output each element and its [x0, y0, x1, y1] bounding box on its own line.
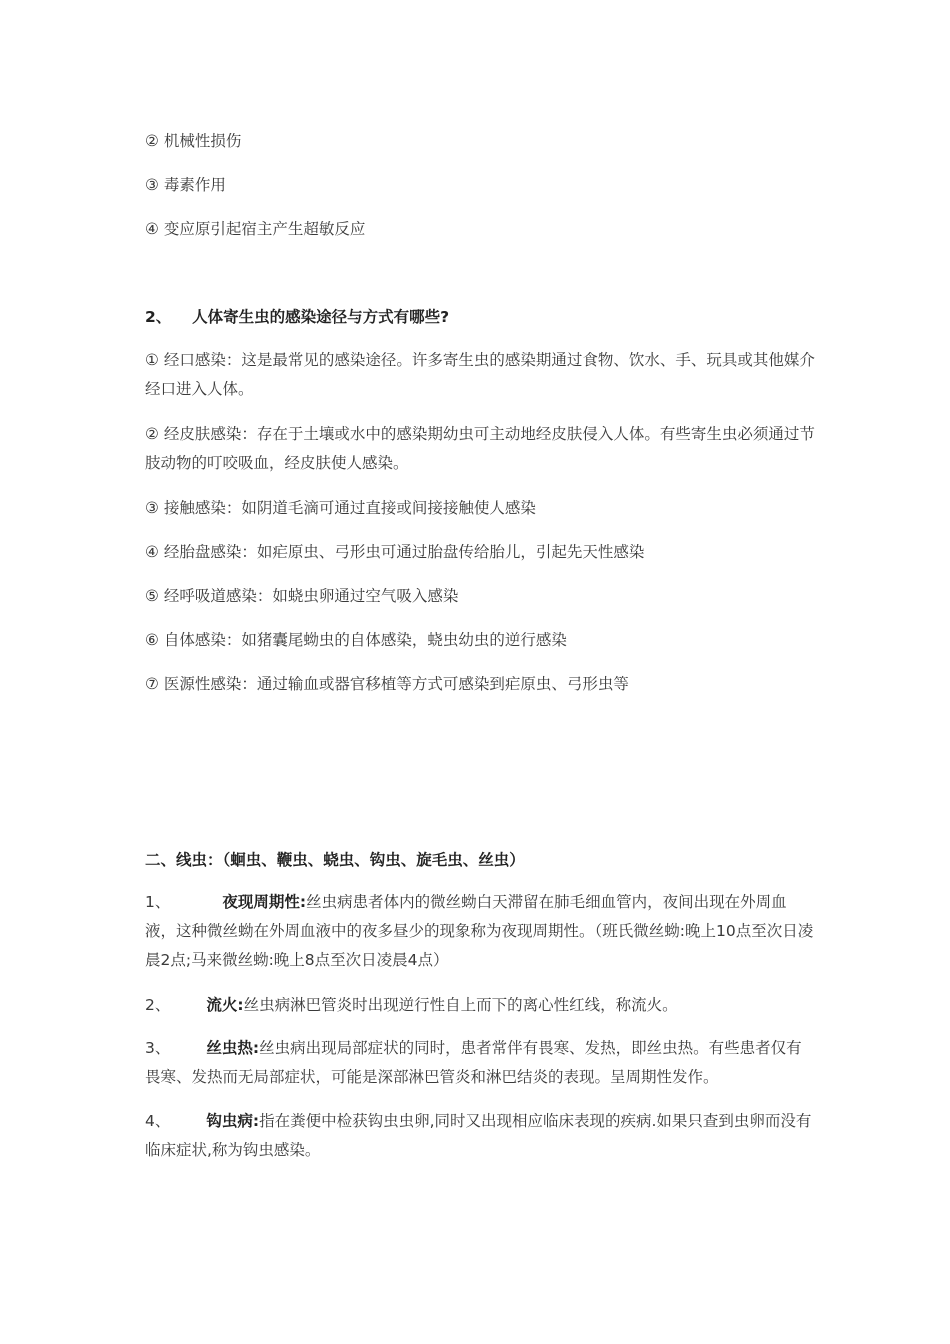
definition-term: 丝虫热: — [206, 1039, 260, 1057]
definition-number: 2、 — [145, 996, 171, 1014]
list-item: ① 经口感染：这是最常见的感染途径。许多寄生虫的感染期通过食物、饮水、手、玩具或其他媒介经口进入人体。 — [145, 351, 815, 398]
definition-term: 流火: — [206, 996, 244, 1014]
list-item: ③ 接触感染：如阴道毛滴可通过直接或间接接触使人感染 — [145, 499, 536, 517]
list-item: ④ 经胎盘感染：如疟原虫、弓形虫可通过胎盘传给胎儿，引起先天性感染 — [145, 543, 645, 561]
definition-text: 丝虫病淋巴管炎时出现逆行性自上而下的离心性红线，称流火。 — [243, 996, 678, 1014]
list-item: ② 经皮肤感染：存在于土壤或水中的感染期幼虫可主动地经皮肤侵入人体。有些寄生虫必须通过节肢动物的叮咬吸血，经皮肤使人感染。 — [145, 425, 815, 472]
definition-number: 4、 — [145, 1112, 171, 1130]
definition-text: 丝虫病出现局部症状的同时，患者常伴有畏寒、发热，即丝虫热。有些患者仅有畏寒、发热而无局部症状，可能是深部淋巴管炎和淋巴结炎的表现。呈周期性发作。 — [145, 1039, 802, 1086]
list-item: ⑥ 自体感染：如猪囊尾蚴虫的自体感染，蛲虫幼虫的逆行感染 — [145, 631, 567, 649]
definition-item — [145, 991, 815, 1020]
definition-term: 钩虫病: — [206, 1112, 260, 1130]
list-item: ③ 毒素作用 — [145, 176, 226, 194]
definition-item — [145, 1107, 815, 1165]
list-item: ⑤ 经呼吸道感染：如蛲虫卵通过空气吸入感染 — [145, 587, 459, 605]
section-heading: 二、线虫：（蛔虫、鞭虫、蛲虫、钩虫、旋毛虫、丝虫） — [145, 851, 525, 869]
definition-text: 丝虫病患者体内的微丝蚴白天滞留在肺毛细血管内，夜间出现在外周血液，这种微丝蚴在外周血液中的夜多昼少的现象称为夜现周期性。（班氏微丝蚴:晚上10点至次日凌晨2点;马来微丝蚴:晚上8点至次日凌晨4点） — [145, 893, 814, 969]
question-number: 2、 — [145, 308, 172, 326]
definition-text: 指在粪便中检获钩虫虫卵,同时又出现相应临床表现的疾病.如果只查到虫卵而没有临床症状,称为钩虫感染。 — [145, 1112, 812, 1159]
definition-number: 3、 — [145, 1039, 171, 1057]
definition-number: 1、 — [145, 893, 171, 911]
question-title: 人体寄生虫的感染途径与方式有哪些? — [192, 308, 450, 326]
list-item: ⑦ 医源性感染：通过输血或器官移植等方式可感染到疟原虫、弓形虫等 — [145, 675, 629, 693]
definition-item — [145, 1034, 815, 1092]
definition-term: 夜现周期性: — [222, 893, 307, 911]
list-item: ④ 变应原引起宿主产生超敏反应 — [145, 220, 366, 238]
list-item: ② 机械性损伤 — [145, 132, 242, 150]
question-heading — [145, 306, 815, 328]
definition-item — [145, 888, 815, 975]
